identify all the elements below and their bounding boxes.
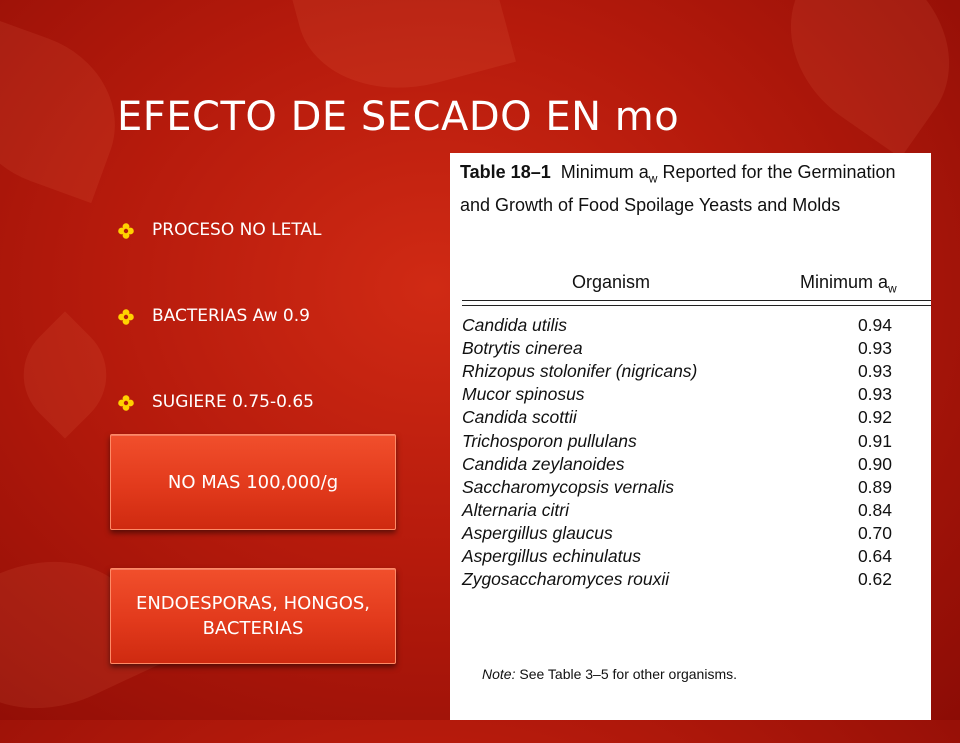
min-aw-cell: 0.93: [857, 361, 892, 382]
table-note: [482, 666, 737, 682]
table-row: [462, 568, 931, 591]
min-aw-cell: 0.91: [857, 430, 892, 451]
table-row: [462, 453, 931, 476]
organism-cell: Candida zeylanoides: [462, 453, 625, 474]
table-title-pre: Minimum a: [560, 162, 649, 182]
header-minimum-aw: [800, 272, 897, 296]
table-title-sub: w: [648, 171, 658, 186]
header-min-pre: Minimum a: [800, 272, 889, 292]
note-text: See Table 3–5 for other organisms.: [515, 666, 738, 682]
bullet-item: [118, 306, 322, 392]
background-leaf: [1, 311, 128, 438]
header-min-sub: w: [888, 281, 897, 296]
organism-cell: Saccharomycopsis vernalis: [462, 476, 675, 497]
table-body: [462, 314, 931, 591]
table-row: [462, 360, 931, 383]
table-caption: [460, 159, 900, 218]
flower-bullet-icon: [118, 223, 134, 239]
table-row: [462, 522, 931, 545]
table-row: [462, 499, 931, 522]
bullet-text: SUGIERE 0.75-0.65: [152, 392, 314, 412]
organism-cell: Alternaria citri: [462, 499, 569, 520]
background-leaf: [753, 0, 960, 158]
min-aw-cell: 0.93: [857, 384, 892, 405]
table-row: [462, 429, 931, 452]
min-aw-cell: 0.92: [857, 407, 892, 428]
table-top-rule: [462, 305, 931, 306]
organism-cell: Rhizopus stolonifer (nigricans): [462, 361, 698, 382]
organism-cell: Botrytis cinerea: [462, 338, 583, 359]
table-top-rule: [462, 300, 931, 301]
min-aw-cell: 0.93: [857, 338, 892, 359]
table-row: [462, 545, 931, 568]
organism-cell: Zygosaccharomyces rouxii: [462, 569, 670, 590]
table-row: [462, 314, 931, 337]
min-aw-cell: 0.89: [857, 476, 892, 497]
note-label: Note:: [482, 666, 516, 682]
min-aw-cell: 0.90: [857, 453, 892, 474]
min-aw-cell: 0.70: [857, 522, 892, 543]
table-image-panel: [450, 153, 931, 720]
min-aw-cell: 0.64: [857, 545, 892, 566]
bullet-item: [118, 220, 322, 306]
organism-cell: Trichosporon pullulans: [462, 430, 637, 451]
button-label: NO MAS 100,000/g: [167, 471, 339, 493]
min-aw-cell: 0.94: [857, 315, 892, 336]
table-label: Table 18–1: [460, 162, 551, 182]
table-title-post: Reported for the Germination and Growth of Food Spoilage Yeasts and Molds: [460, 162, 896, 215]
bullet-text: BACTERIAS Aw 0.9: [152, 306, 310, 326]
flower-bullet-icon: [118, 309, 134, 325]
slide-title: EFECTO DE SECADO EN mo: [117, 94, 680, 140]
min-aw-cell: 0.84: [857, 499, 892, 520]
table-row: [462, 476, 931, 499]
organism-cell: Mucor spinosus: [462, 384, 585, 405]
flower-bullet-icon: [118, 395, 134, 411]
organism-cell: Candida scottii: [462, 407, 577, 428]
header-organism: Organism: [572, 272, 651, 292]
bullet-text: PROCESO NO LETAL: [152, 220, 322, 240]
endoesporas-button[interactable]: [110, 568, 396, 664]
table-row: [462, 337, 931, 360]
table-row: [462, 383, 931, 406]
table-row: [462, 406, 931, 429]
button-label: ENDOESPORAS, HONGOS, BACTERIAS: [135, 593, 371, 639]
min-aw-cell: 0.62: [857, 569, 892, 590]
organism-cell: Candida utilis: [462, 315, 568, 336]
no-mas-button[interactable]: [110, 434, 396, 530]
organism-cell: Aspergillus echinulatus: [462, 545, 641, 566]
organism-cell: Aspergillus glaucus: [462, 522, 613, 543]
